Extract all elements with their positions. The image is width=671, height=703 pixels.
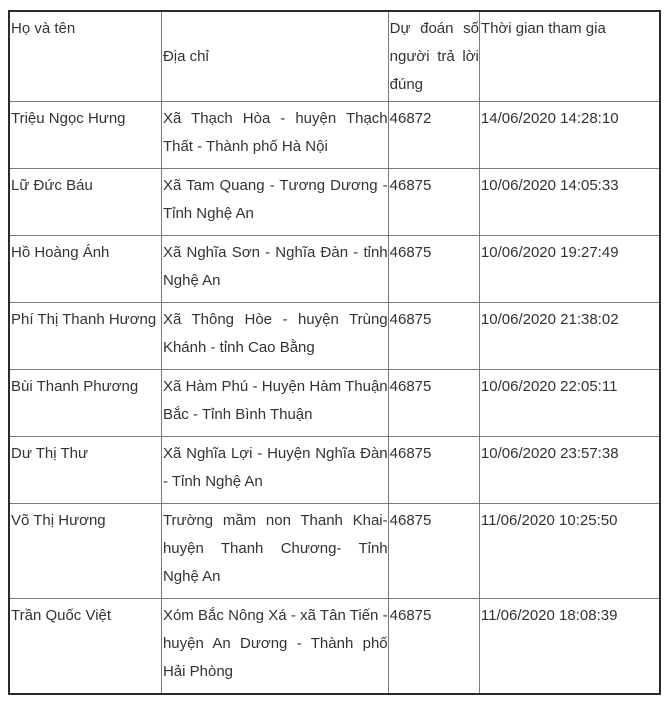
cell-time: 11/06/2020 18:08:39	[479, 598, 660, 694]
cell-prediction: 46875	[388, 436, 479, 503]
cell-address: Xã Tam Quang - Tương Dương - Tỉnh Nghệ An	[161, 168, 388, 235]
cell-name: Phí Thị Thanh Hương	[9, 302, 161, 369]
cell-address: Xã Nghĩa Sơn - Nghĩa Đàn - tỉnh Nghệ An	[161, 235, 388, 302]
cell-time: 14/06/2020 14:28:10	[479, 101, 660, 168]
cell-prediction: 46875	[388, 503, 479, 598]
table-row	[9, 369, 660, 436]
header-time: Thời gian tham gia	[479, 11, 660, 101]
cell-name: Võ Thị Hương	[9, 503, 161, 598]
cell-time: 10/06/2020 22:05:11	[479, 369, 660, 436]
cell-name: Trần Quốc Việt	[9, 598, 161, 694]
table-row	[9, 235, 660, 302]
cell-prediction: 46875	[388, 598, 479, 694]
cell-address: Xã Thông Hòe - huyện Trùng Khánh - tỉnh Cao Bằng	[161, 302, 388, 369]
cell-time: 10/06/2020 21:38:02	[479, 302, 660, 369]
table-row	[9, 101, 660, 168]
cell-address: Xã Thạch Hòa - huyện Thạch Thất - Thành phố Hà Nội	[161, 101, 388, 168]
cell-name: Triệu Ngọc Hưng	[9, 101, 161, 168]
table-row	[9, 436, 660, 503]
cell-address: Xóm Bắc Nông Xá - xã Tân Tiến - huyện An Dương - Thành phố Hải Phòng	[161, 598, 388, 694]
cell-name: Bùi Thanh Phương	[9, 369, 161, 436]
table-row	[9, 598, 660, 694]
cell-name: Dư Thị Thư	[9, 436, 161, 503]
cell-time: 10/06/2020 19:27:49	[479, 235, 660, 302]
table-header-row	[9, 11, 660, 101]
table-row	[9, 503, 660, 598]
cell-time: 11/06/2020 10:25:50	[479, 503, 660, 598]
cell-prediction: 46875	[388, 235, 479, 302]
header-address: Địa chỉ	[161, 11, 388, 101]
cell-prediction: 46875	[388, 369, 479, 436]
cell-time: 10/06/2020 23:57:38	[479, 436, 660, 503]
header-name: Họ và tên	[9, 11, 161, 101]
cell-address: Xã Hàm Phú - Huyện Hàm Thuận Bắc - Tỉnh Bình Thuận	[161, 369, 388, 436]
cell-address: Xã Nghĩa Lợi - Huyện Nghĩa Đàn - Tỉnh Nghệ An	[161, 436, 388, 503]
header-prediction: Dự đoán số người trả lời đúng	[388, 11, 479, 101]
cell-name: Lữ Đức Báu	[9, 168, 161, 235]
table-row	[9, 168, 660, 235]
cell-prediction: 46875	[388, 168, 479, 235]
results-table	[8, 10, 661, 695]
cell-address: Trường mầm non Thanh Khai- huyện Thanh Chương- Tỉnh Nghệ An	[161, 503, 388, 598]
cell-name: Hồ Hoàng Ánh	[9, 235, 161, 302]
cell-prediction: 46872	[388, 101, 479, 168]
cell-prediction: 46875	[388, 302, 479, 369]
table-row	[9, 302, 660, 369]
cell-time: 10/06/2020 14:05:33	[479, 168, 660, 235]
